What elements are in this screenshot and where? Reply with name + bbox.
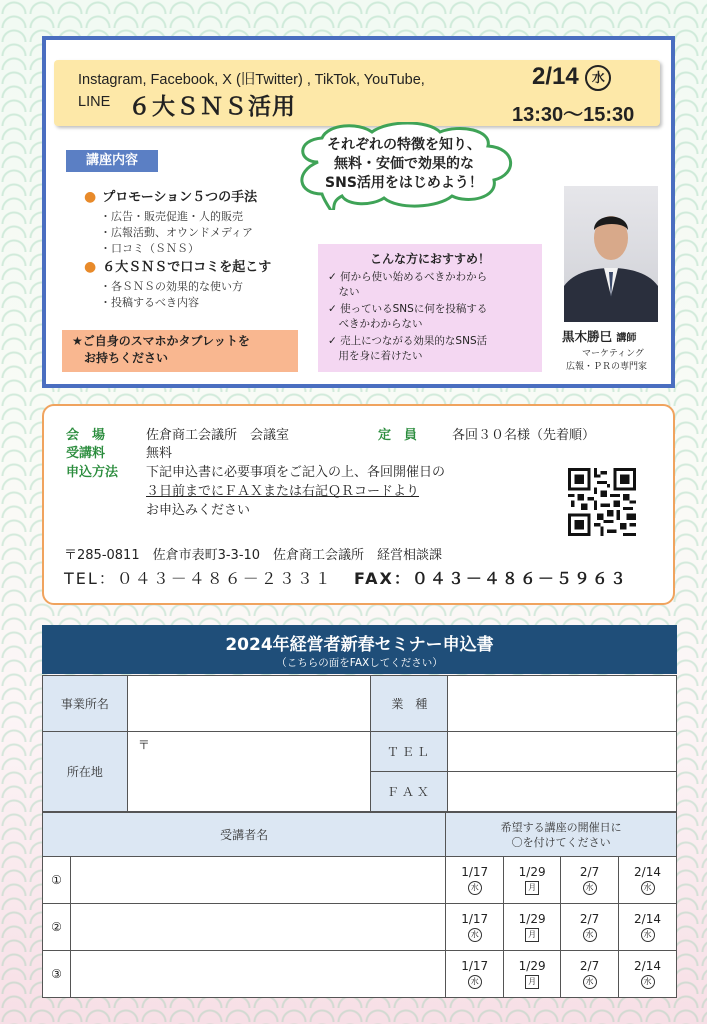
date-option-1-17[interactable]: 1/17 水 — [446, 951, 504, 998]
seminar-time: 13:30～15:30 — [512, 104, 635, 126]
date-option-2-7[interactable]: 2/7 水 — [561, 857, 619, 904]
recommend-item: ✓ 使っているSNSに何を投稿する べきかわからない — [328, 303, 488, 330]
recommend-heading: こんな方におすすめ！ — [369, 252, 491, 266]
fax-label: ＦＡＸ — [371, 772, 448, 812]
date-option-1-29[interactable]: 1/29 月 — [504, 904, 561, 951]
date-option-2-7[interactable]: 2/7 水 — [561, 951, 619, 998]
recommend-item: ✓ 売上につながる効果的なSNS活 用を身に着けたい — [328, 335, 488, 362]
industry-label: 業 種 — [371, 676, 448, 732]
cloud-text — [296, 136, 512, 193]
seminar-title: ６大ＳＮＳ活用 — [128, 94, 296, 120]
capacity-label: 定 員 — [378, 428, 418, 443]
cloud-line: 無料・安価で効果的な — [334, 156, 474, 172]
note-line: お持ちください — [72, 351, 169, 365]
bring-device-note — [62, 330, 298, 372]
topic-item: ・各ＳＮＳの効果的な使い方 — [100, 280, 243, 293]
date-option-1-17[interactable]: 1/17 水 — [446, 857, 504, 904]
row-number: ② — [43, 904, 71, 951]
sns-list-line2: LINE — [78, 94, 111, 110]
industry-field[interactable] — [448, 676, 677, 732]
apply-line: 下記申込書に必要事項をご記入の上、各回開催日の — [146, 465, 446, 480]
attendee-name-field[interactable] — [70, 904, 445, 951]
topic-title: ● ６大ＳＮＳで口コミを起こす — [84, 259, 272, 275]
lecturer-title: マーケティング — [582, 349, 644, 359]
topic-item: ・投稿するべき内容 — [100, 296, 199, 309]
date-option-2-14[interactable]: 2/14 水 — [619, 857, 677, 904]
capacity-value: 各回３０名様（先着順） — [452, 428, 596, 443]
fee-value: 無料 — [146, 446, 173, 461]
bullet-icon: ● — [84, 189, 97, 205]
cloud-line: それぞれの特徴を知り、 — [327, 137, 481, 153]
attendee-label: 受講者名 — [43, 813, 446, 857]
date-option-1-29[interactable]: 1/29 月 — [504, 857, 561, 904]
topic-item: ・口コミ（ＳＮＳ） — [100, 242, 199, 255]
address-label: 所在地 — [43, 732, 128, 812]
company-field[interactable] — [127, 676, 371, 732]
course-heading: 講座内容 — [66, 150, 158, 172]
sns-list: Instagram, Facebook, X (旧Twitter) , TikTok, YouTube, — [78, 72, 425, 88]
topic-item: ・広報活動、オウンドメディア — [100, 226, 254, 239]
row-number: ① — [43, 857, 71, 904]
attendee-name-field[interactable] — [70, 951, 445, 998]
lecturer-portrait-icon — [564, 186, 658, 322]
fax-number: FAX：０４３－４８６－５９６３ — [354, 569, 628, 588]
date-option-1-17[interactable]: 1/17 水 — [446, 904, 504, 951]
tel-field[interactable] — [448, 732, 677, 772]
company-label: 事業所名 — [43, 676, 128, 732]
attendee-name-field[interactable] — [70, 857, 445, 904]
attendee-table — [42, 812, 677, 998]
tel-label: ＴＥＬ — [371, 732, 448, 772]
phone-number: TEL：０４３－４８６－２３３１ — [64, 569, 333, 588]
postal-mark: 〒 — [137, 738, 150, 752]
seminar-date — [532, 63, 611, 91]
apply-label: 申込方法 — [66, 465, 119, 480]
date-option-1-29[interactable]: 1/29 月 — [504, 951, 561, 998]
recommend-item: ✓ 何から使い始めるべきかわから ない — [328, 271, 488, 298]
bullet-icon: ● — [84, 259, 97, 275]
topic-item: ・広告・販売促進・人的販売 — [100, 210, 243, 223]
form-subtitle: （こちらの面をFAXしてください） — [276, 657, 443, 669]
date-option-2-7[interactable]: 2/7 水 — [561, 904, 619, 951]
row-number: ③ — [43, 951, 71, 998]
fax-field[interactable] — [448, 772, 677, 812]
cloud-line: SNS活用をはじめよう！ — [325, 175, 483, 191]
date-text: 2/14 — [532, 63, 579, 90]
applicant-info-table — [42, 675, 677, 812]
lecturer-name: 黒木勝巳 講師 — [562, 329, 637, 344]
note-line: ★ご自身のスマホかタブレットを — [72, 334, 250, 348]
date-option-2-14[interactable]: 2/14 水 — [619, 951, 677, 998]
lecturer-title: 広報・ＰＲの専門家 — [566, 362, 648, 372]
address-field[interactable] — [127, 732, 371, 812]
dates-heading: 希望する講座の開催日に 〇を付けてください — [446, 813, 677, 857]
fee-label: 受講料 — [66, 446, 106, 461]
venue-label: 会 場 — [66, 428, 106, 443]
lecturer-photo — [564, 186, 658, 322]
topic-title: ● プロモーション５つの手法 — [84, 189, 258, 205]
date-option-2-14[interactable]: 2/14 水 — [619, 904, 677, 951]
venue-value: 佐倉商工会議所 会議室 — [146, 428, 290, 443]
weekday-badge: 水 — [585, 65, 611, 91]
form-title: 2024年経営者新春セミナー申込書 — [225, 635, 494, 655]
apply-line: お申込みください — [146, 503, 251, 518]
qr-code-icon[interactable] — [568, 468, 636, 536]
apply-line: ３日前までにＦＡＸまたは右記ＱＲコードより — [146, 484, 420, 499]
address: 〒285-0811 佐倉市表町3-3-10 佐倉商工会議所 経営相談課 — [64, 548, 443, 563]
